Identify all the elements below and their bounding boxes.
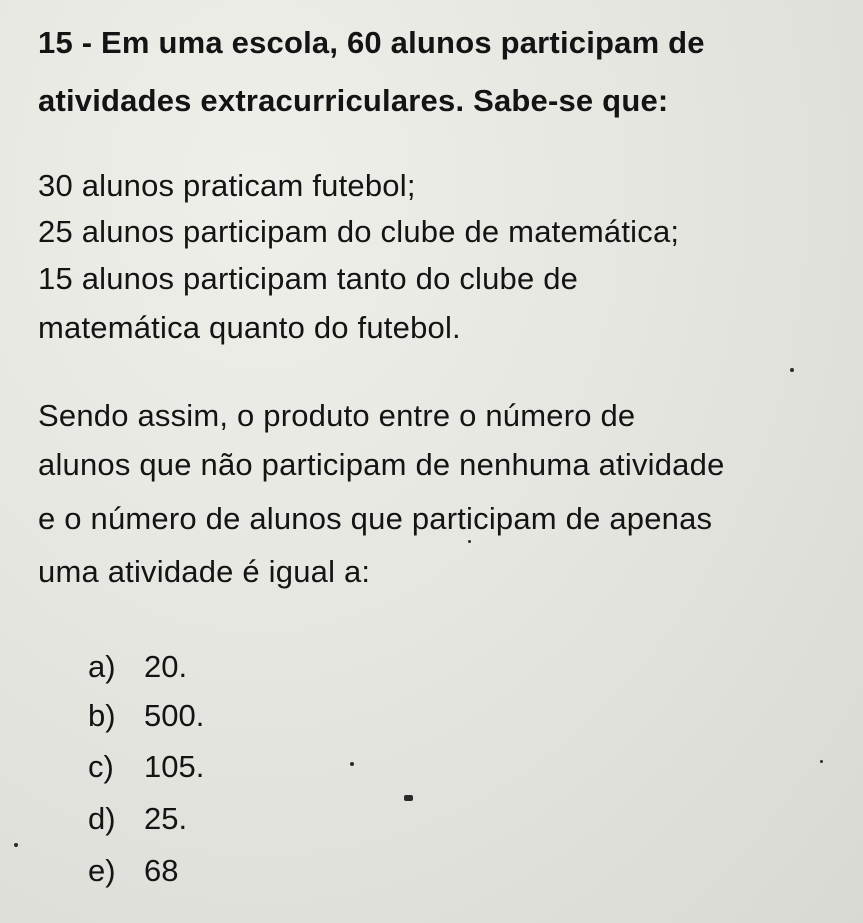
- fact-line-4: matemática quanto do futebol.: [38, 310, 461, 345]
- prompt-line-4: uma atividade é igual a:: [38, 554, 371, 589]
- option-a[interactable]: [88, 648, 187, 686]
- option-d[interactable]: [88, 800, 187, 838]
- ink-speck: [14, 843, 18, 847]
- option-c[interactable]: [88, 748, 204, 786]
- option-letter: d): [88, 801, 116, 836]
- option-b[interactable]: [88, 697, 204, 735]
- option-letter: e): [88, 853, 116, 888]
- ink-speck: [790, 368, 794, 372]
- option-letter: b): [88, 698, 116, 733]
- option-value: 25.: [144, 801, 188, 836]
- question-header-line-1: 15 - Em uma escola, 60 alunos participam de: [38, 25, 705, 60]
- prompt-line-3: e o número de alunos que participam de apenas: [38, 501, 713, 536]
- option-letter: a): [88, 649, 116, 684]
- fact-line-1: 30 alunos praticam futebol;: [38, 168, 416, 203]
- ink-speck: [404, 795, 413, 801]
- prompt-line-1: Sendo assim, o produto entre o número de: [38, 398, 636, 433]
- option-letter: c): [88, 749, 114, 784]
- option-e[interactable]: [88, 852, 178, 890]
- fact-line-3: 15 alunos participam tanto do clube de: [38, 261, 579, 296]
- question-header-line-2: atividades extracurriculares. Sabe-se que:: [38, 83, 669, 118]
- ink-speck: [350, 762, 354, 766]
- ink-speck: [468, 540, 471, 543]
- option-value: 68: [144, 853, 179, 888]
- option-value: 20.: [144, 649, 188, 684]
- prompt-line-2: alunos que não participam de nenhuma atividade: [38, 447, 725, 482]
- fact-line-2: 25 alunos participam do clube de matemática;: [38, 214, 680, 249]
- option-value: 105.: [144, 749, 205, 784]
- option-value: 500.: [144, 698, 205, 733]
- ink-speck: [820, 760, 823, 763]
